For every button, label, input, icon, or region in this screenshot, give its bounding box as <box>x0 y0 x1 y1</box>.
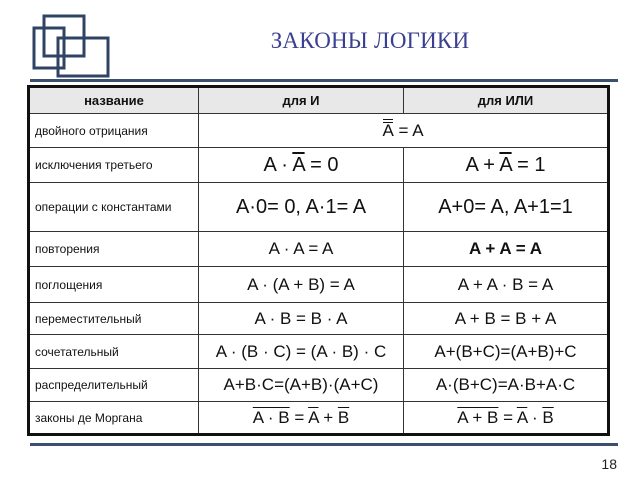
top-divider <box>30 79 618 82</box>
formula-or: A·(B+C)=A·B+A·C <box>404 369 609 402</box>
formula-double-negation: A = A <box>199 114 609 148</box>
formula-and: $A \cdot \overline{A} = 0$ <box>199 148 404 183</box>
formula-and: A · (B · C) = (A · B) · C <box>199 335 404 369</box>
header-and: для И <box>199 87 404 114</box>
law-name: поглощения <box>29 267 199 303</box>
formula-or: $A + \overline{A} = 1$ <box>404 148 609 183</box>
formula-and: A·0= 0, A·1= A <box>199 183 404 232</box>
page-number: 18 <box>601 456 617 472</box>
table-row <box>29 335 609 369</box>
formula-or: $A + B = \overline{A} \cdot \overline{B}$ <box>404 402 609 435</box>
law-name: переместительный <box>29 303 199 335</box>
law-name: повторения <box>29 232 199 267</box>
table-row <box>29 369 609 402</box>
slide-title: ЗАКОНЫ ЛОГИКИ <box>270 28 470 53</box>
formula-or: A + B = B + A <box>404 303 609 335</box>
table-row <box>29 267 609 303</box>
formula-and: A · B = B · A <box>199 303 404 335</box>
formula-and: A+B·C=(A+B)·(A+C) <box>199 369 404 402</box>
logic-laws-table <box>27 85 610 436</box>
formula-and: A · (A + B) = A <box>199 267 404 303</box>
law-name: двойного отрицания <box>29 114 199 148</box>
law-name: операции с константами <box>29 183 199 232</box>
table-row <box>29 232 609 267</box>
formula-and: $A \cdot B = \overline{A} + \overline{B}$ <box>199 402 404 435</box>
law-name: законы де Моргана <box>29 402 199 435</box>
header-name: название <box>29 87 199 114</box>
table-row <box>29 303 609 335</box>
header-or: для ИЛИ <box>404 87 609 114</box>
law-name: исключения третьего <box>29 148 199 183</box>
formula-or: A + A · B = A <box>404 267 609 303</box>
table-row <box>29 114 609 148</box>
law-name: сочетательный <box>29 335 199 369</box>
table-header-row <box>29 87 609 114</box>
table-row <box>29 183 609 232</box>
formula-and: A · A = A <box>199 232 404 267</box>
formula-or: A+(B+C)=(A+B)+C <box>404 335 609 369</box>
law-name: распределительный <box>29 369 199 402</box>
formula-or: A+0= A, A+1=1 <box>404 183 609 232</box>
formula-or: A + A = A <box>404 232 609 267</box>
table-row <box>29 148 609 183</box>
bottom-divider <box>30 443 618 446</box>
table-row <box>29 402 609 435</box>
